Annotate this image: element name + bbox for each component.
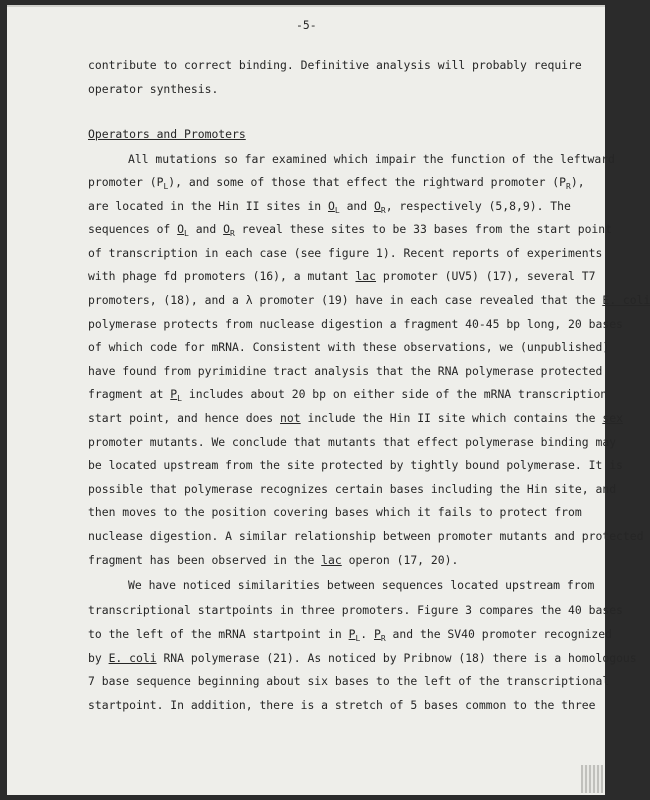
text-line-4: promoter $(P_L)$, and some of those that effect the rightward promoter $(P_R)$, [88,175,585,191]
text-line-14: start point, and hence does not include the Hin II site which contains the sex [88,411,623,425]
text-line-10: polymerase protects from nuclease digestion a fragment 40-45 bp long, 20 bases [88,317,623,331]
text-line-9: promoters, (18), and a λ promoter (19) have in each case revealed that the E. coli [88,293,650,307]
page-number: -5- [296,18,317,32]
text-line-23: to the left of the mRNA startpoint in $P_L$. $P_R$ and the SV40 promoter recognized [88,627,613,643]
text-line-8: with phage fd promoters (16), a mutant lac promoter (UV5) (17), several T7 [88,269,596,283]
text-line-24: by E. coli RNA polymerase (21). As noticed by Pribnow (18) there is a homologous [88,651,637,665]
text-line-20: fragment has been observed in the lac operon (17, 20). [88,553,459,567]
section-heading: Operators and Promoters [88,127,246,141]
text-line-6: sequences of $O_L$ and $O_R$ reveal these sites to be 33 bases from the start point [88,222,613,238]
text-line-1: contribute to correct binding. Definitive analysis will probably require [88,58,582,72]
text-line-22: transcriptional startpoints in three promoters. Figure 3 compares the 40 bases [88,603,623,617]
text-line-26: startpoint. In addition, there is a stretch of 5 bases common to the three [88,698,596,712]
text-line-7: of transcription in each case (see figure 1). Recent reports of experiments [88,246,603,260]
text-line-19: nuclease digestion. A similar relationship between promoter mutants and protected [88,529,644,543]
text-line-15: promoter mutants. We conclude that mutants that effect polymerase binding may [88,435,617,449]
text-line-21: We have noticed similarities between sequences located upstream from [128,578,595,592]
text-line-17: possible that polymerase recognizes certain bases including the Hin site, and [88,482,617,496]
text-line-18: then moves to the position covering bases which it fails to protect from [88,505,582,519]
text-line-11: of which code for mRNA. Consistent with these observations, we (unpublished) [88,340,610,354]
text-line-3: All mutations so far examined which impair the function of the leftward [128,152,615,166]
text-line-5: are located in the Hin II sites in $O_L$ and $O_R$, respectively (5,8,9). The [88,199,571,215]
text-line-25: 7 base sequence beginning about six bases to the left of the transcriptional [88,674,610,688]
text-line-12: have found from pyrimidine tract analysis that the RNA polymerase protected [88,364,603,378]
text-line-2: operator synthesis. [88,82,219,96]
text-line-13: fragment at $P_L$ includes about 20 bp on either side of the mRNA transcription [88,387,608,403]
text-line-16: be located upstream from the site protected by tightly bound polymerase. It is [88,458,623,472]
